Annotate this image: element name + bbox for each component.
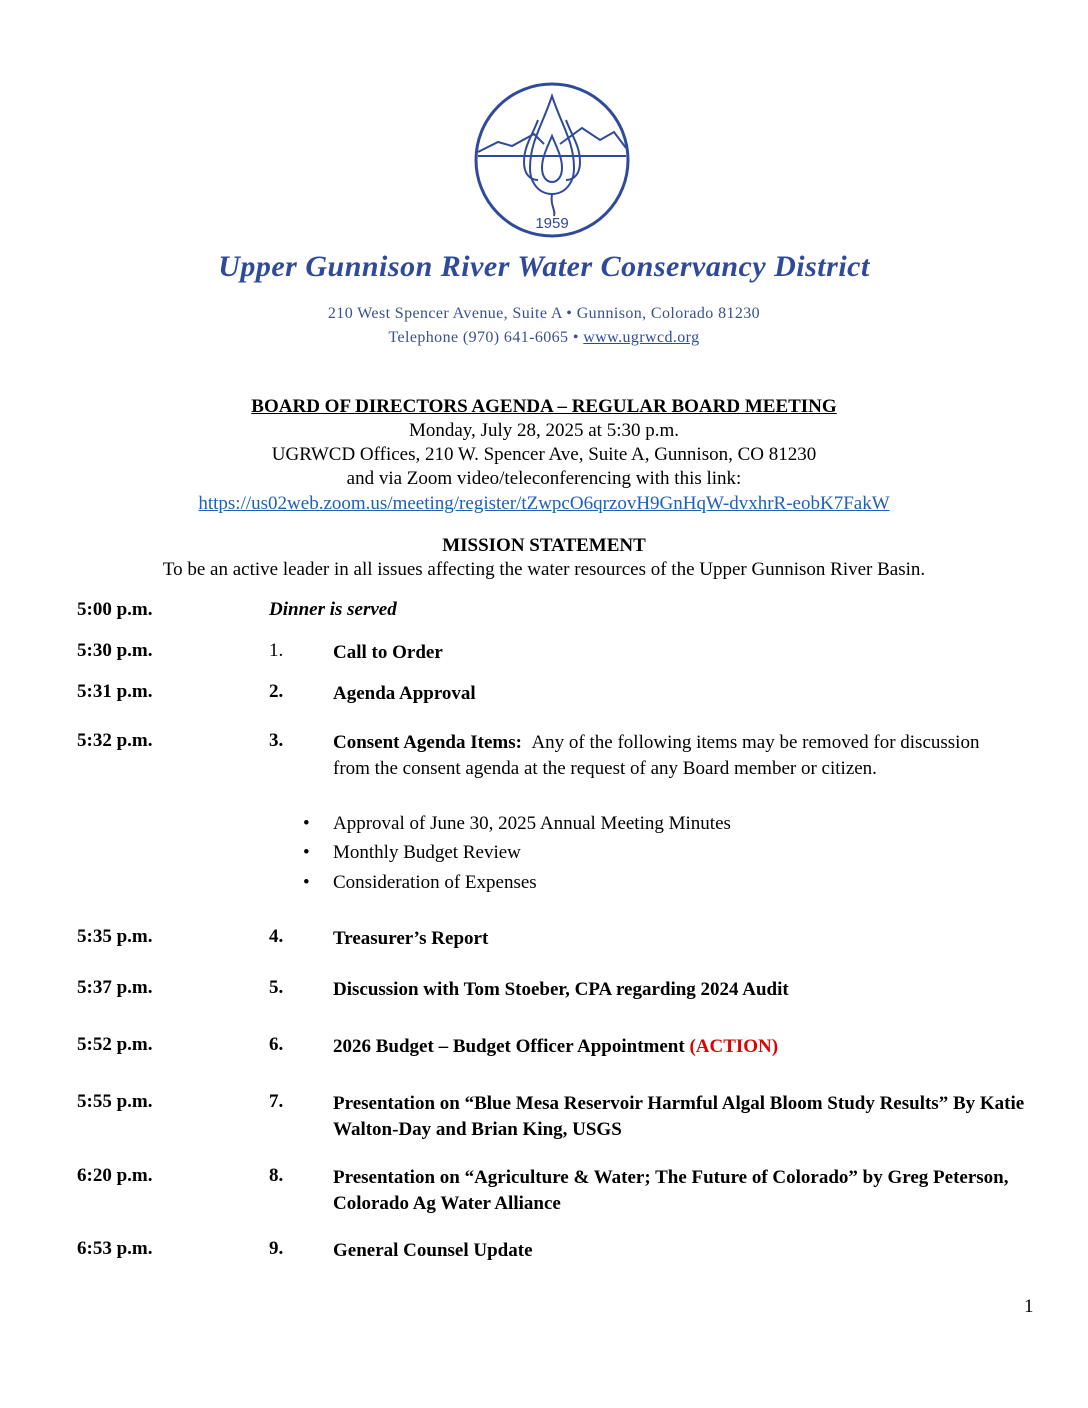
consent-bullet-text: Approval of June 30, 2025 Annual Meeting Minutes <box>333 813 731 834</box>
agenda-time: 6:53 p.m. <box>77 1238 153 1259</box>
agenda-item-text <box>333 1034 1033 1060</box>
agenda-item-text: Discussion with Tom Stoeber, CPA regarding 2024 Audit <box>333 979 789 1000</box>
bullet-glyph: • <box>303 842 310 863</box>
telephone-line <box>0 329 1088 347</box>
agenda-item-text: Presentation on “Agriculture & Water; The Future of Colorado” by Greg Peterson, Colorado Ag Water Alliance <box>333 1167 1009 1214</box>
agenda-time: 5:32 p.m. <box>77 730 153 751</box>
agenda-time: 5:00 p.m. <box>77 599 153 620</box>
agenda-time: 5:55 p.m. <box>77 1091 153 1112</box>
agenda-number: 5. <box>269 977 284 998</box>
meeting-title: BOARD OF DIRECTORS AGENDA – REGULAR BOARD MEETING <box>251 396 837 417</box>
agenda-item-text: Agenda Approval <box>333 683 476 704</box>
bullet-glyph: • <box>303 813 310 834</box>
dinner-label: Dinner is served <box>269 599 397 620</box>
consent-bullet <box>303 842 521 864</box>
agenda-item-text: General Counsel Update <box>333 1240 533 1261</box>
zoom-link[interactable]: https://us02web.zoom.us/meeting/register/tZwpcO6qrzovH9GnHqW-dvxhrR-eobK7FakW <box>198 493 890 514</box>
agenda-number: 8. <box>269 1165 284 1186</box>
consent-bullet-text: Monthly Budget Review <box>333 842 521 863</box>
mission-text: To be an active leader in all issues affecting the water resources of the Upper Gunnison River Basin. <box>162 559 926 580</box>
agenda-time: 5:37 p.m. <box>77 977 153 998</box>
mission-heading: MISSION STATEMENT <box>442 535 646 556</box>
meeting-location: UGRWCD Offices, 210 W. Spencer Ave, Suite A, Gunnison, CO 81230 <box>271 444 817 465</box>
agenda-number: 6. <box>269 1034 284 1055</box>
meeting-date: Monday, July 28, 2025 at 5:30 p.m. <box>408 420 680 441</box>
logo-year: 1959 <box>535 215 569 232</box>
agenda-time: 5:30 p.m. <box>77 640 153 661</box>
agenda-number: 2. <box>269 681 284 702</box>
agenda-number: 4. <box>269 926 284 947</box>
agenda-item-text <box>333 730 1013 782</box>
consent-bullet <box>303 813 731 835</box>
consent-heading: Consent Agenda Items: <box>333 732 522 753</box>
agenda-time: 5:52 p.m. <box>77 1034 153 1055</box>
agenda-number: 7. <box>269 1091 284 1112</box>
address-line: 210 West Spencer Avenue, Suite A • Gunnison, Colorado 81230 <box>327 305 761 322</box>
agenda-time: 5:35 p.m. <box>77 926 153 947</box>
consent-subtext: Any of the following items may be removed for discussion from the consent agenda at the request of any Board member or citizen. <box>333 732 980 779</box>
zoom-text: and via Zoom video/teleconferencing with this link: <box>346 468 742 489</box>
agenda-time: 6:20 p.m. <box>77 1165 153 1186</box>
agenda-number: 3. <box>269 730 284 751</box>
agenda-item-text: Presentation on “Blue Mesa Reservoir Harmful Algal Bloom Study Results” By Katie Walton-Day and Brian King, USGS <box>333 1093 1025 1140</box>
action-badge: (ACTION) <box>689 1036 779 1057</box>
district-logo <box>472 80 632 240</box>
budget-item-label: 2026 Budget – Budget Officer Appointment <box>333 1036 690 1057</box>
consent-bullet-text: Consideration of Expenses <box>333 872 537 893</box>
page-number: 1 <box>1024 1296 1034 1317</box>
consent-bullet <box>303 872 537 894</box>
agenda-item-text: Call to Order <box>333 642 443 663</box>
agenda-number: 1. <box>269 640 284 661</box>
telephone: Telephone (970) 641-6065 • <box>388 329 584 346</box>
agenda-time: 5:31 p.m. <box>77 681 153 702</box>
org-name: Upper Gunnison River Water Conservancy District <box>218 250 870 283</box>
agenda-item-text: Treasurer’s Report <box>333 928 489 949</box>
website-link[interactable]: www.ugrwcd.org <box>583 329 700 346</box>
bullet-glyph: • <box>303 872 310 893</box>
agenda-number: 9. <box>269 1238 284 1259</box>
